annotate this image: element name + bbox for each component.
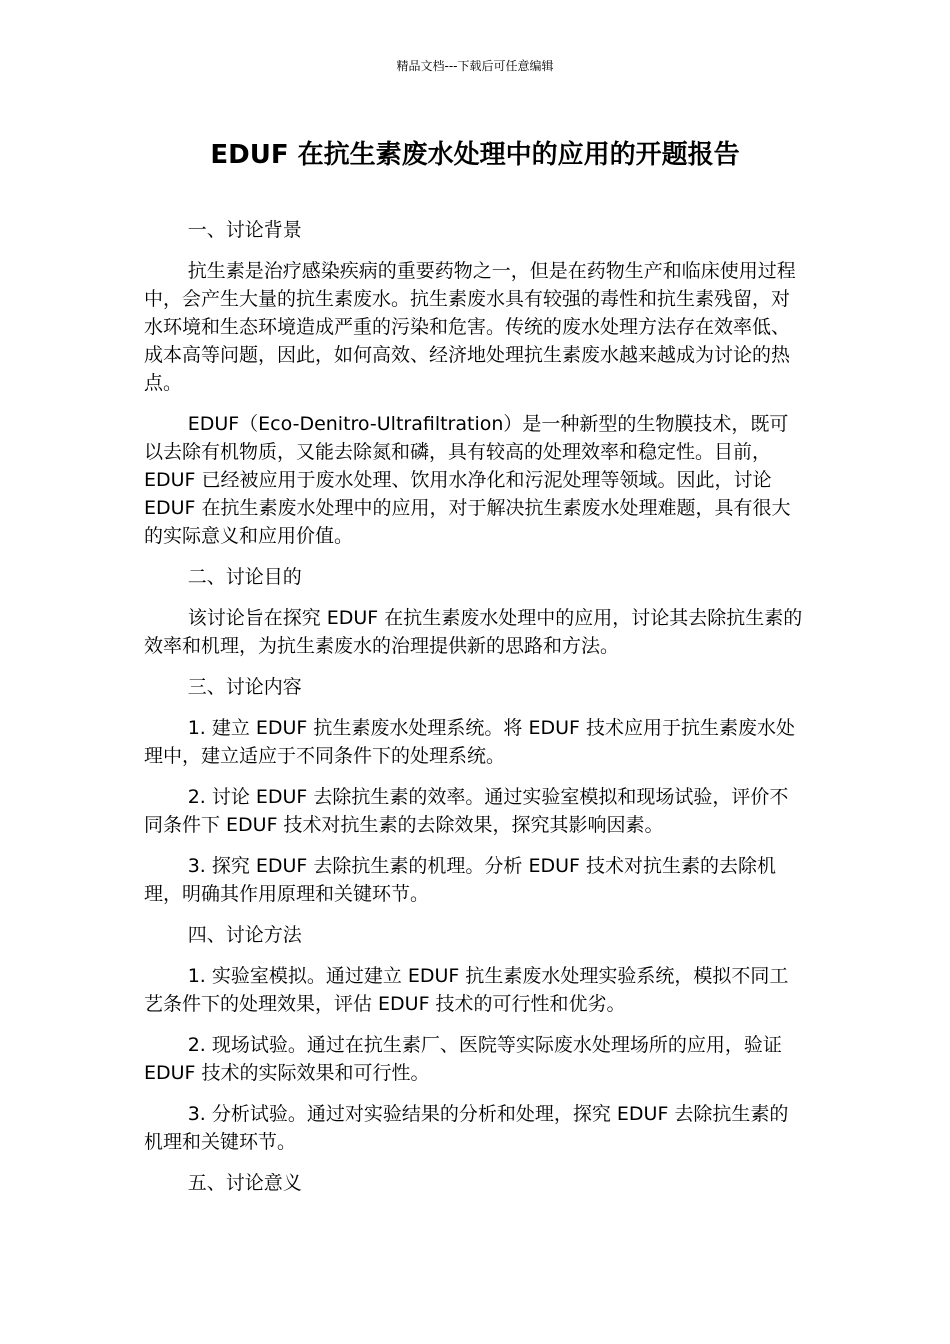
paragraph-content-1: 1. 建立 EDUF 抗生素废水处理系统。将 EDUF 技术应用于抗生素废水处理中，建立适应于不同条件下的处理系统。 <box>144 717 795 767</box>
paragraph-method-1: 1. 实验室模拟。通过建立 EDUF 抗生素废水处理实验系统，模拟不同工艺条件下的处理效果，评估 EDUF 技术的可行性和优劣。 <box>144 965 789 1015</box>
section-heading-method: 四、讨论方法 <box>187 924 302 946</box>
header-note: 精品文档---下载后可任意编辑 <box>396 59 554 73</box>
paragraph-method-2: 2. 现场试验。通过在抗生素厂、医院等实际废水处理场所的应用，验证 EDUF 技术的实际效果和可行性。 <box>144 1034 782 1084</box>
section-heading-content: 三、讨论内容 <box>187 676 302 698</box>
section-heading-significance: 五、讨论意义 <box>187 1172 302 1194</box>
paragraph-method-3: 3. 分析试验。通过对实验结果的分析和处理，探究 EDUF 去除抗生素的机理和关键环节。 <box>144 1103 789 1153</box>
document-body <box>144 216 806 1210</box>
section-heading-background: 一、讨论背景 <box>187 219 302 241</box>
paragraph-background-2: EDUF（Eco-Denitro-Ultrafiltration）是一种新型的生物膜技术，既可以去除有机物质，又能去除氮和磷，具有较高的处理效率和稳定性。目前，EDUF 已经被应用于废水处理、饮用水净化和污泥处理等领域。因此，讨论 EDUF 在抗生素废水处理中的应用，对于解决抗生素废水处理难题，具有很大的实际意义和应用价值。 <box>144 413 791 547</box>
paragraph-content-3: 3. 探究 EDUF 去除抗生素的机理。分析 EDUF 技术对抗生素的去除机理，明确其作用原理和关键环节。 <box>144 855 776 905</box>
section-heading-purpose: 二、讨论目的 <box>187 566 302 588</box>
document-title: EDUF 在抗生素废水处理中的应用的开题报告 <box>210 140 740 170</box>
paragraph-content-2: 2. 讨论 EDUF 去除抗生素的效率。通过实验室模拟和现场试验，评价不同条件下 EDUF 技术对抗生素的去除效果，探究其影响因素。 <box>144 786 789 836</box>
paragraph-background-1: 抗生素是治疗感染疾病的重要药物之一，但是在药物生产和临床使用过程中，会产生大量的抗生素废水。抗生素废水具有较强的毒性和抗生素残留，对水环境和生态环境造成严重的污染和危害。传统的废水处理方法存在效率低、成本高等问题，因此，如何高效、经济地处理抗生素废水越来越成为讨论的热点。 <box>144 260 796 394</box>
paragraph-purpose: 该讨论旨在探究 EDUF 在抗生素废水处理中的应用，讨论其去除抗生素的效率和机理，为抗生素废水的治理提供新的思路和方法。 <box>144 607 803 657</box>
